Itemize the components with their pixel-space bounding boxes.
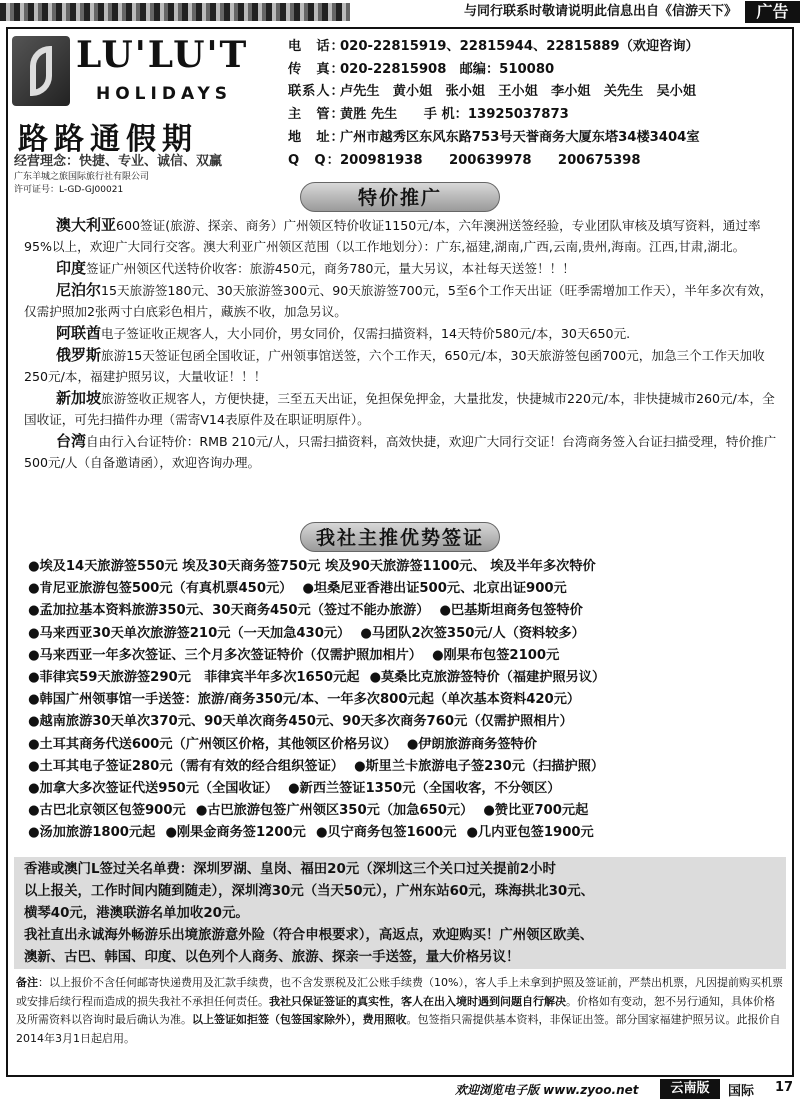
visa-row xyxy=(28,778,788,800)
promo-list xyxy=(24,215,784,474)
visa-item: ●加拿大多次签证代送950元（全国收证） xyxy=(28,781,279,797)
visa-item: ●土耳其商务代送600元（广州领区价格，其他领区价格另议） xyxy=(28,736,397,752)
contact-label: 主 管： xyxy=(288,107,345,123)
remarks-text: 。价格如有变动，恕不另行通知，具体价格及所需资料以咨询时最后确认为准。 xyxy=(16,994,775,1026)
top-banner xyxy=(0,0,800,26)
visa-item: ●韩国广州领事馆一手送签：旅游/商务350元/本、一年多次800元起（单次基本资料420元） xyxy=(28,692,581,708)
graybox-line: 横琴40元，港澳联游名单加收20元。 xyxy=(24,906,249,921)
promo-text: 签证广州领区代送特价收客：旅游450元，商务780元，量大另议，本社每天送签！！！ xyxy=(86,261,575,276)
visa-item: ●马来西亚30天单次旅游签210元（一天加急430元） xyxy=(28,625,351,641)
visa-item: ●赞比亚700元起 xyxy=(483,803,589,819)
visa-item: ●伊朗旅游商务签特价 xyxy=(406,736,537,752)
promo-country: 尼泊尔 xyxy=(56,281,102,299)
promo-item xyxy=(24,323,784,344)
visa-list xyxy=(28,556,788,845)
remarks-text: ：以上报价不含任何邮寄快递费用及汇款手续费，也不含发票税及汇公账手续费（10%），客人手上未拿到护照及签证前，严禁出机票，凡因提前购买机票或安排后续行程而造成的损失我社不承担任何责任。 xyxy=(16,976,783,1008)
visa-item: ●越南旅游30天单次370元、90天单次商务450元、90天多次商务760元（仅需护照相片） xyxy=(28,714,573,730)
visa-item: ●汤加旅游1800元起 xyxy=(28,825,156,841)
contact-value: 200981938 200639978 200675398 xyxy=(340,152,641,168)
remarks xyxy=(16,974,784,1048)
contact-row xyxy=(288,81,788,104)
visa-row xyxy=(28,667,788,689)
remarks-label: 备注 xyxy=(16,976,38,989)
promo-item xyxy=(24,280,784,322)
remarks-emphasis: 我社只保证签证的真实性，客人在出入境时遇到问题自行解决 xyxy=(269,994,566,1008)
logo-brand-sub: HOLIDAYS xyxy=(96,84,233,104)
visa-item: ●斯里兰卡旅游电子签230元（扫描护照） xyxy=(353,758,605,774)
footer-section: 国际 xyxy=(728,1084,755,1099)
visa-item: ●埃及14天旅游签550元 埃及30天商务签750元 埃及90天旅游签1100元、 埃及半年多次特价 xyxy=(28,559,596,574)
license-number: 许可证号：L-GD-GJ00021 xyxy=(14,185,124,195)
visa-row xyxy=(28,822,788,844)
promo-text: 自由行入台证特价：RMB 210元/人，只需扫描资料，高效快捷，欢迎广大同行交证！台湾商务签入台证扫描受理，特价推广500元/人（自备邀请函），欢迎咨询办理。 xyxy=(24,434,777,470)
contact-label: 联系人： xyxy=(288,84,345,100)
visa-item: ●孟加拉基本资料旅游350元、30天商务450元（签过不能办旅游） xyxy=(28,603,430,619)
promo-text: 旅游签收正规客人，方便快捷，三至五天出证，免担保免押金，大量批发，快捷城市220元/本，非快捷城市260元/本，全国收证，可先扫描件办理（需寄V14表原件及在职证明原件）。 xyxy=(24,391,775,427)
promo-country: 印度 xyxy=(56,259,87,277)
logo-brand: LU'LU'T xyxy=(76,34,249,76)
visa-row xyxy=(28,645,788,667)
visa-row xyxy=(28,756,788,778)
contact-row xyxy=(288,59,788,82)
promo-item xyxy=(24,215,784,257)
visa-item: ●刚果布包签2100元 xyxy=(431,647,560,663)
contact-value: 黄胜 先生 手 机：13925037873 xyxy=(340,107,569,123)
visa-row xyxy=(28,800,788,822)
company-logo-block xyxy=(10,32,272,197)
promo-text: 15天旅游签180元、30天旅游签300元、90天旅游签700元，5至6个工作天出证（旺季需增加工作天），半年多次有效，仅需护照加2张两寸白底彩色相片，藏族不收，加急另议。 xyxy=(24,283,773,319)
page-number: 17 xyxy=(775,1080,794,1095)
visa-item: ●巴基斯坦商务包签特价 xyxy=(439,603,583,619)
promo-section-title: 特价推广 xyxy=(300,182,500,212)
contact-info xyxy=(288,36,788,172)
visa-row xyxy=(28,623,788,645)
visa-section-title: 我社主推优势签证 xyxy=(300,522,500,552)
footer-website: 欢迎浏览电子版 www.zyoo.net xyxy=(455,1083,639,1097)
contact-label: Q Q： xyxy=(288,152,341,168)
promo-country: 俄罗斯 xyxy=(56,346,102,364)
promo-country: 阿联酋 xyxy=(56,324,102,342)
visa-item: ●马团队2次签350元/人（资料较多） xyxy=(360,625,585,641)
promo-item xyxy=(24,388,784,430)
contact-row xyxy=(288,150,788,173)
visa-row xyxy=(28,556,788,578)
contact-label: 传 真： xyxy=(288,61,345,77)
logo-mark-icon xyxy=(12,36,70,106)
decorative-ribbon xyxy=(0,3,350,21)
contact-value: 020-22815919、22815944、22815889（欢迎咨询） xyxy=(340,39,699,54)
contact-label: 地 址： xyxy=(288,129,345,145)
contact-value: 卢先生 黄小姐 张小姐 王小姐 李小姐 关先生 吴小姐 xyxy=(340,84,697,100)
remarks-emphasis: 以上签证如拒签（包签国家除外），费用照收 xyxy=(192,1013,407,1026)
promo-item xyxy=(24,258,784,279)
business-motto: 经营理念：快捷、专业、诚信、双赢 xyxy=(14,154,223,169)
page-footer xyxy=(0,1078,800,1100)
source-notice: 与同行联系时敬请说明此信息出自《信游天下》 xyxy=(463,4,737,19)
visa-item: ●贝宁商务包签1600元 xyxy=(315,825,457,841)
visa-item: ●莫桑比克旅游签特价（福建护照另议） xyxy=(369,670,606,686)
remarks-text: 。包签指只需提供基本资料，非保证出签。部分国家福建护照另议。此报价自2014年3月1日起启用。 xyxy=(16,1013,781,1045)
hk-macau-insurance-box xyxy=(14,857,786,969)
graybox-line: 澳新、古巴、韩国、印度、以色列个人商务、旅游、探亲一手送签，量大价格另议！ xyxy=(24,950,520,965)
promo-item xyxy=(24,345,784,387)
visa-item: ●几内亚包签1900元 xyxy=(466,825,594,841)
contact-value: 020-22815908 邮编：510080 xyxy=(340,61,555,77)
contact-row xyxy=(288,127,788,150)
visa-row xyxy=(28,734,788,756)
visa-item: ●土耳其电子签证280元（需有有效的经合组织签证） xyxy=(28,758,344,774)
company-name: 广东羊城之旅国际旅行社有限公司 xyxy=(14,172,150,182)
contact-value: 广州市越秀区东风东路753号天誉商务大厦东塔34楼3404室 xyxy=(340,129,700,145)
visa-item: ●马来西亚一年多次签证、三个月多次签证特价（仅需护照加相片） xyxy=(28,647,422,663)
visa-item: ●肯尼亚旅游包签500元（有真机票450元） xyxy=(28,581,293,597)
graybox-line: 以上报关，工作时间内随到随走），深圳湾30元（当天50元），广州东站60元，珠海拱北30元、 xyxy=(24,884,594,899)
promo-text: 电子签证收正规客人，大小同价，男女同价，仅需扫描资料，14天特价580元/本，30天650元. xyxy=(101,326,631,341)
contact-label: 电 话： xyxy=(288,39,345,54)
promo-country: 新加坡 xyxy=(56,389,102,407)
graybox-line: 香港或澳门L签过关名单费：深圳罗湖、皇岗、福田20元（深圳这三个关口过关提前2小时 xyxy=(24,862,556,877)
visa-row xyxy=(28,600,788,622)
promo-text: 600签证(旅游、探亲、商务）广州领区特价收证1150元/本，六年澳洲送签经验，专业团队审核及填写资料，通过率95%以上，欢迎广大同行交客。澳大利亚广州领区范围（以工作地划分）：广东,福建,湖南,广西,云南,贵州,海南。江西,甘肃,湖北。 xyxy=(24,218,761,254)
visa-row xyxy=(28,711,788,733)
visa-item: ●坦桑尼亚香港出证500元、北京出证900元 xyxy=(302,581,567,597)
ad-tag: 广告 xyxy=(745,1,800,23)
promo-country: 台湾 xyxy=(56,432,87,450)
visa-item: ●古巴北京领区包签900元 xyxy=(28,803,186,819)
promo-text: 旅游15天签证包函全国收证，广州领事馆送签，六个工作天，650元/本，30天旅游签包函700元，加急三个工作天加收250元/本，福建护照另议，大量收证！！！ xyxy=(24,348,765,384)
footer-edition-badge: 云南版 xyxy=(660,1079,720,1099)
contact-row xyxy=(288,36,788,59)
visa-row xyxy=(28,689,788,711)
promo-item xyxy=(24,431,784,473)
graybox-line: 我社直出永诚海外畅游乐出境旅游意外险（符合申根要求），高返点，欢迎购买！广州领区欧美、 xyxy=(24,928,594,943)
visa-item: ●刚果金商务签1200元 xyxy=(165,825,306,841)
contact-row xyxy=(288,104,788,127)
promo-country: 澳大利亚 xyxy=(56,216,117,234)
visa-item: ●菲律宾59天旅游签290元 菲律宾半年多次1650元起 xyxy=(28,670,360,686)
visa-item: ●新西兰签证1350元（全国收客，不分领区） xyxy=(288,781,561,797)
logo-chinese-name: 路路通假期 xyxy=(18,122,198,157)
visa-item: ●古巴旅游包签广州领区350元（加急650元） xyxy=(195,803,474,819)
visa-row xyxy=(28,578,788,600)
